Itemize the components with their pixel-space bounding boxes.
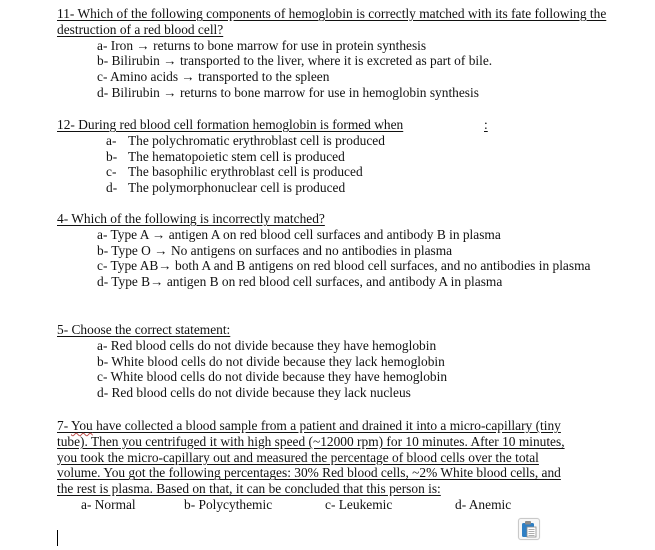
question-11 — [57, 6, 632, 101]
option-a: a- Red blood cells do not divide because they have hemoglobin — [97, 337, 437, 353]
option-b: b- White blood cells do not divide because they lack hemoglobin — [97, 353, 445, 369]
option-c: c- Amino acids → transported to the spleen — [97, 69, 330, 85]
question-4 — [57, 211, 632, 290]
option-b: b- The hematopoietic stem cell is produced — [106, 148, 345, 164]
paste-options-button[interactable] — [518, 518, 540, 540]
question-stem: 7- You have collected a blood sample from a patient and drained it into a micro-capillary (tiny tube). Then you centrifuged it with high speed (~12000 rpm) for 10 minutes. After 10 minutes, you took the micro-capillary out and measured the percentage of blood cells over the total volume. You got the following percentages: 30% Red blood cells, ~2% White blood cells, and the rest is plasma. Based on that, it can be concluded that this person is: — [57, 418, 565, 497]
option-a: a- Normal — [81, 496, 136, 512]
option-d: d- Anemic — [455, 496, 512, 512]
question-stem: 11- Which of the following components of hemoglobin is correctly matched with its fate following the destruction of a red blood cell? — [57, 6, 607, 37]
option-c: c- The basophilic erythroblast cell is produced — [106, 164, 363, 180]
option-a: a- Type A → antigen A on red blood cell surfaces and antibody B in plasma — [97, 226, 501, 242]
question-stem: 5- Choose the correct statement: — [57, 322, 231, 337]
option-d: d- Bilirubin → returns to bone marrow for use in hemoglobin synthesis — [97, 84, 479, 100]
option-c: c- White blood cells do not divide because they have hemoglobin — [97, 369, 448, 385]
option-b: b- Polycythemic — [184, 496, 273, 512]
spellcheck-flagged-word[interactable]: You — [71, 418, 93, 433]
option-d: d- Type B→ antigen B on red blood cell surfaces, and antibody A in plasma — [97, 274, 503, 290]
text-cursor — [57, 530, 58, 546]
question-stem: 12- During red blood cell formation hemoglobin is formed when — [57, 117, 404, 132]
option-a: a- Iron → returns to bone marrow for use in protein synthesis — [97, 37, 427, 53]
question-7 — [57, 418, 579, 513]
option-b: b- Type O → No antigens on surfaces and no antibodies in plasma — [97, 242, 453, 258]
question-stem: 4- Which of the following is incorrectly matched? — [57, 211, 325, 226]
clipboard-icon — [521, 520, 537, 538]
question-5 — [57, 322, 632, 401]
option-c: c- Leukemic — [325, 496, 393, 512]
option-c: c- Type AB→ both A and B antigens on red blood cell surfaces, and no antibodies in plasma — [97, 258, 591, 274]
option-d: d- Red blood cells do not divide because they lack nucleus — [97, 385, 411, 401]
question-stem-tail: : — [484, 117, 488, 132]
question-12 — [57, 117, 632, 196]
option-d: d- The polymorphonuclear cell is produced — [106, 180, 346, 196]
option-b: b- Bilirubin → transported to the liver, where it is excreted as part of bile. — [97, 53, 493, 69]
option-a: a- The polychromatic erythroblast cell is produced — [106, 132, 385, 148]
